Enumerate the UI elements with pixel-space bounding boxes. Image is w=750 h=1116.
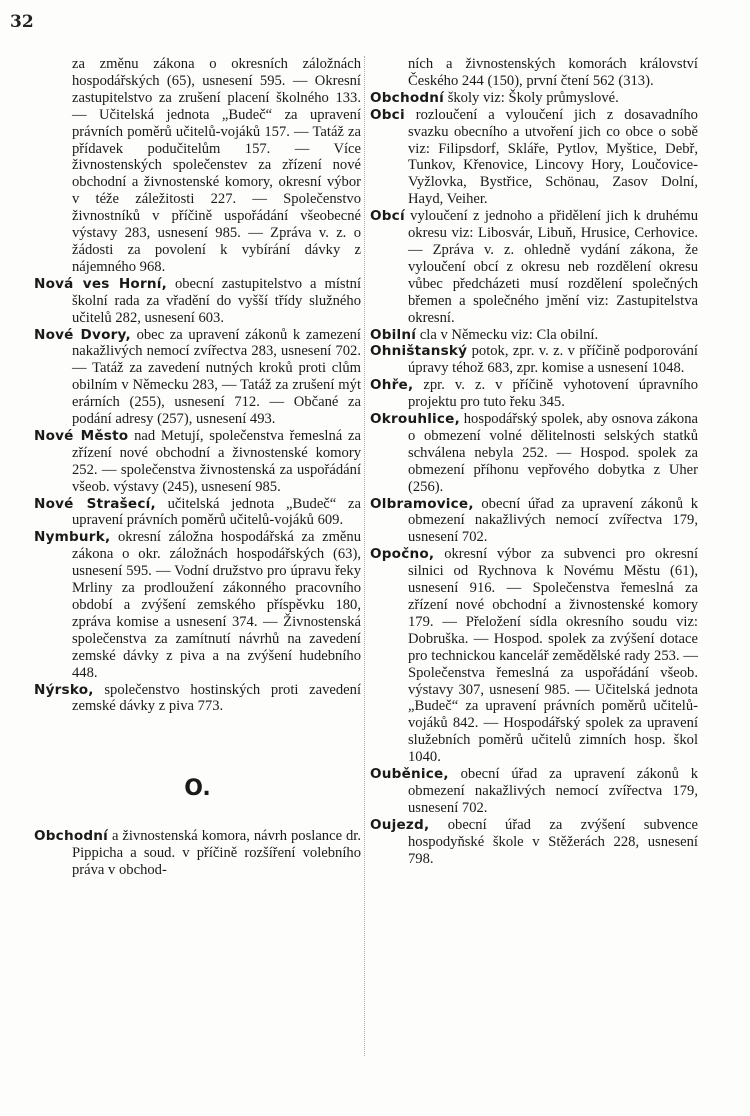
entry-heading: Opočno,	[370, 546, 435, 563]
index-entry	[370, 107, 698, 208]
entry-text: cla v Německu viz: Cla obilní.	[419, 326, 599, 343]
index-entry	[34, 496, 361, 530]
index-entry	[34, 828, 361, 879]
entry-text: obec za upravení zákonů k zamezení nakažlivých nemocí zvířectva 283, usnesení 702. — Tatáž za zavedení nutných kroků proti clům obilním v Německu 283, — Tatáž za zrušení mýt erárních (255), usnesení 712. — Občané za podání adresy (257), usnesení 493.	[72, 326, 361, 428]
entry-text: vyloučení z jednoho a přidělení jich k druhému okresu viz: Libosvár, Libuň, Hrusice, Cerhovice. — Zpráva v. z. ohledně vydání zákona, že vyloučení obcí z okresu neb rozdělení okresu vůbec předcházeti musí rozdělení společných břemen a společného jmění viz: Zastupitelstva okresní.	[408, 208, 698, 326]
entry-heading: Nové Strašecí,	[34, 495, 156, 512]
left-column	[34, 56, 361, 879]
entry-text: okresní výbor za subvenci pro okresní silnici od Rychnova k Novému Městu (61), usnesení 916. — Společenstva řemeslná za zřízení nové obchodní a živnostenské komory 179. — Přeložení sídla okresního soudu viz: Dobruška. — Hospod. spolek za zvýšení dotace pro technickou kancelář zemědělské rady 253. — Společenstva řemeslná za uspořádání všeob. výstavy 307, usnesení 985. — Učitelská jednota „Budeč“ za upravení právních poměrů učitelů-vojáků 842. — Hospodářský spolek za upravení služebních poměrů učitelů zimních hosp. škol 1040.	[408, 546, 699, 766]
continuation-text: ních a živnostenských komorách království Českého 244 (150), první čtení 562 (313).	[408, 56, 698, 89]
index-entry	[34, 276, 361, 327]
entry-heading: Ouběnice,	[370, 766, 449, 783]
entry-heading: Ohře,	[370, 377, 414, 394]
section-letter-heading: O.	[184, 776, 211, 802]
index-entry	[370, 90, 698, 107]
entry-heading: Obci	[370, 106, 405, 123]
entry-text: okresní záložna hospodářská za změnu zákona o okr. záložnách hospodářských (63), usnesení 595. — Vodní družstvo pro úpravu řeky Mrliny za prodloužení zákonného pracovního období a zvýšení zemského příspěvku 180, zpráva komise a usnesení 374. — Živnostenská společenstva za zamítnutí návrhů na zavedení zemské dávky z piva a na zvýšení hudebního 448.	[72, 529, 361, 681]
entry-heading: Olbramovice,	[370, 495, 474, 512]
index-entry	[34, 682, 361, 716]
right-column	[370, 56, 698, 868]
entry-heading: Nová ves Horní,	[34, 275, 167, 292]
entry-text: učitelská jednota „Budeč“ za upravení právních poměrů učitelů-vojáků 609.	[72, 495, 361, 529]
index-entry	[370, 327, 698, 344]
index-entry	[370, 343, 698, 377]
entry-heading: Ohništanský	[370, 343, 468, 360]
index-entry	[370, 817, 698, 868]
entry-text: nad Metují, společenstva řemeslná za zřízení nové obchodní a živnostenské komory 252. — společenstva živnostenská za uspořádání všeob. výstavy (245), usnesení 985.	[72, 427, 361, 495]
index-entry	[34, 428, 361, 496]
entry-text: obecní úřad za zvýšení subvence hospodyňské škole v Stěžerách 228, usnesení 798.	[408, 816, 698, 867]
page-number: 32	[10, 12, 34, 32]
index-entry	[370, 766, 698, 817]
index-entry	[370, 546, 698, 766]
entry-heading: Nové Město	[34, 427, 129, 444]
entry-heading: Obchodní	[34, 828, 109, 845]
entry-text: potok, zpr. v. z. v příčině podporování úpravy téhož 683, zpr. komise a usnesení 1048.	[408, 343, 698, 377]
entry-text: a živnostenská komora, návrh poslance dr. Pippicha a soud. v příčině rozšíření volebního práva v obchod-	[72, 828, 361, 879]
index-entry	[34, 529, 361, 681]
entry-text: hospodářský spolek, aby osnova zákona o obmezení volné dělitelnosti selských statků schválena nebyla 252. — Hospod. spolek za obmezení příhonu vepřového dobytka z Uher (256).	[408, 411, 699, 495]
entry-text: rozloučení a vyloučení jich z dosavadního svazku obecního a utvoření jich co obce o sobě viz: Filipsdorf, Skláře, Pytlov, Myštice, Debř, Tunkov, Křenovice, Lincovy Hory, Loučovice-Vyžlovka, Bystřice, Schönau, Zasov Dolní, Hayd, Veiher.	[408, 106, 698, 208]
index-entry	[370, 411, 698, 496]
entry-heading: Nýrsko,	[34, 681, 94, 698]
entry-heading: Obchodní	[370, 89, 445, 106]
index-entry	[370, 208, 698, 326]
index-entry	[370, 377, 698, 411]
index-entry	[34, 327, 361, 428]
entry-text: školy viz: Školy průmyslové.	[447, 89, 619, 106]
entry-text: společenstvo hostinských proti zavedení zemské dávky z piva 773.	[72, 681, 361, 715]
entry-heading: Nové Dvory,	[34, 326, 131, 343]
entry-text: obecní úřad za upravení zákonů k obmezení nakažlivých nemocí zvířectva 179, usnesení 702.	[408, 495, 698, 546]
column-divider	[364, 56, 366, 1056]
entry-text: obecní zastupitelstvo a místní školní rada za vřadění do vyšší třídy služného učitelů 282, usnesení 603.	[72, 275, 361, 326]
entry-heading: Nymburk,	[34, 529, 111, 546]
entry-heading: Okrouhlice,	[370, 411, 460, 428]
entry-text: obecní úřad za upravení zákonů k obmezení nakažlivých nemocí zvířectva 179, usnesení 702.	[408, 766, 698, 816]
continuation-text: za změnu zákona o okresních záložnách hospodářských (65), usnesení 595. — Okresní zastupitelstvo za zrušení placení školného 133. — Učitelská jednota „Budeč“ za upravení právních poměrů učitelů-vojáků 157. — Tatáž za přídavek podučitelům 157. — Více živnostenských společenstev za zřízení nové obchodní a živnostenské komory, okresní výbor v téže záležitosti 227. — Společenstvo živnostníků v příčině uspořádání všeobecné výstavy 283, usnesení 985. — Zpráva v. z. o žádosti za povolení k vybírání dávky z nájemného 968.	[72, 56, 361, 275]
entry-text: zpr. v. z. v příčině vyhotovení úpravního projektu pro tuto řeku 345.	[408, 377, 698, 411]
entry-heading: Obilní	[370, 326, 417, 343]
index-entry	[370, 496, 698, 547]
entry-heading: Oujezd,	[370, 816, 430, 833]
entry-heading: Obcí	[370, 208, 405, 225]
